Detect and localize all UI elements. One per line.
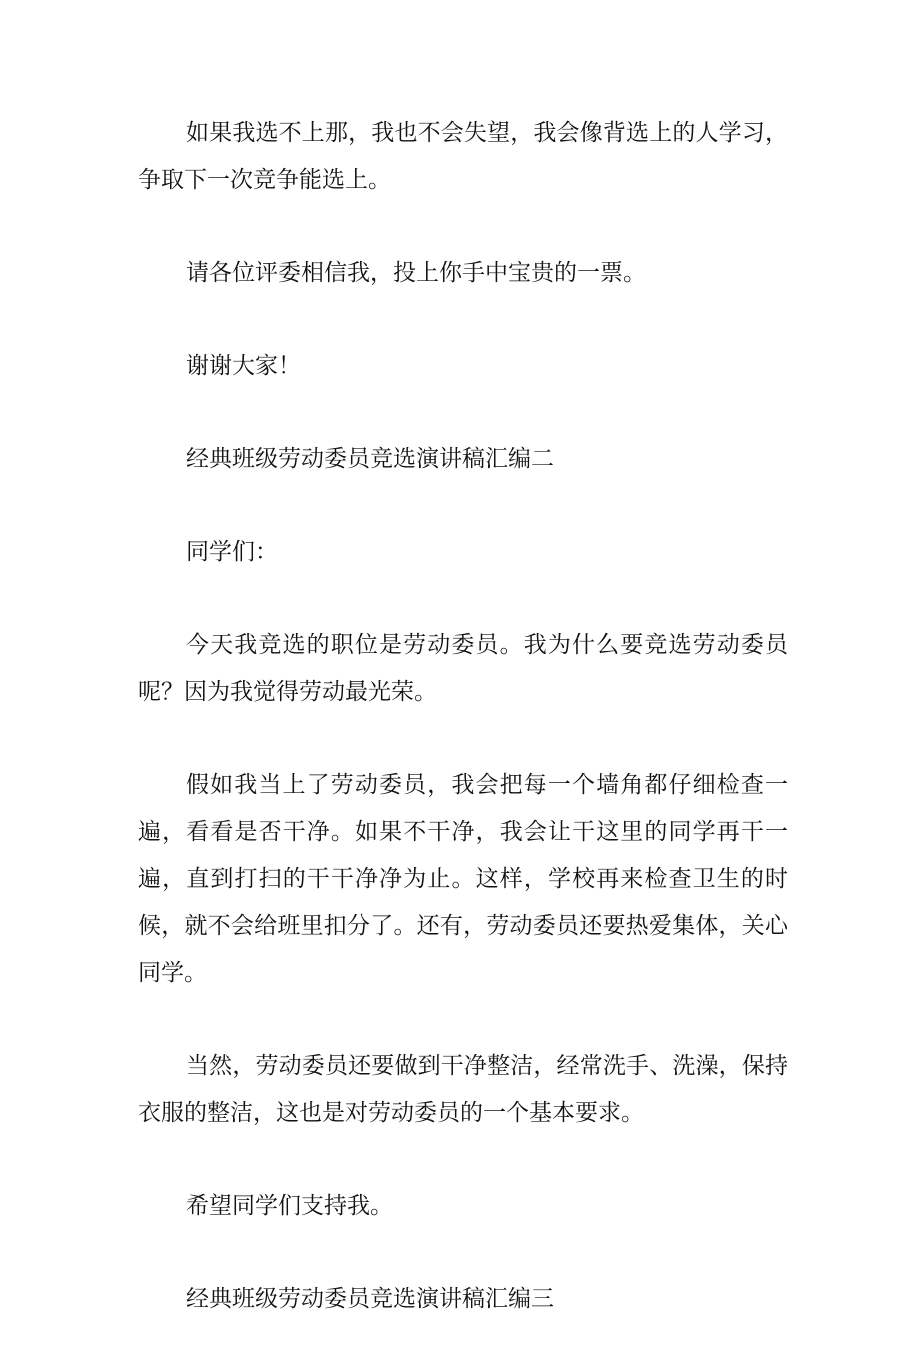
salutation: 同学们： (186, 539, 278, 565)
document-body (138, 110, 788, 1369)
paragraph: 请各位评委相信我，投上你手中宝贵的一票。 (186, 260, 646, 286)
section-heading: 经典班级劳动委员竞选演讲稿汇编二 (186, 446, 554, 472)
paragraph: 如果我选不上那，我也不会失望，我会像背选上的人学习，争取下一次竞争能选上。 (138, 120, 788, 193)
paragraph: 谢谢大家！ (186, 353, 301, 379)
paragraph: 希望同学们支持我。 (186, 1193, 393, 1219)
paragraph: 当然，劳动委员还要做到干净整洁，经常洗手、洗澡，保持衣服的整洁，这也是对劳动委员的一个基本要求。 (138, 1053, 788, 1126)
section-heading: 经典班级劳动委员竞选演讲稿汇编三 (186, 1286, 554, 1312)
paragraph: 今天我竞选的职位是劳动委员。我为什么要竞选劳动委员呢？因为我觉得劳动最光荣。 (138, 632, 788, 705)
paragraph: 假如我当上了劳动委员，我会把每一个墙角都仔细检查一遍，看看是否干净。如果不干净，我会让干这里的同学再干一遍，直到打扫的干干净净为止。这样，学校再来检查卫生的时候，就不会给班里扣分了。还有，劳动委员还要热爱集体，关心同学。 (138, 772, 788, 986)
